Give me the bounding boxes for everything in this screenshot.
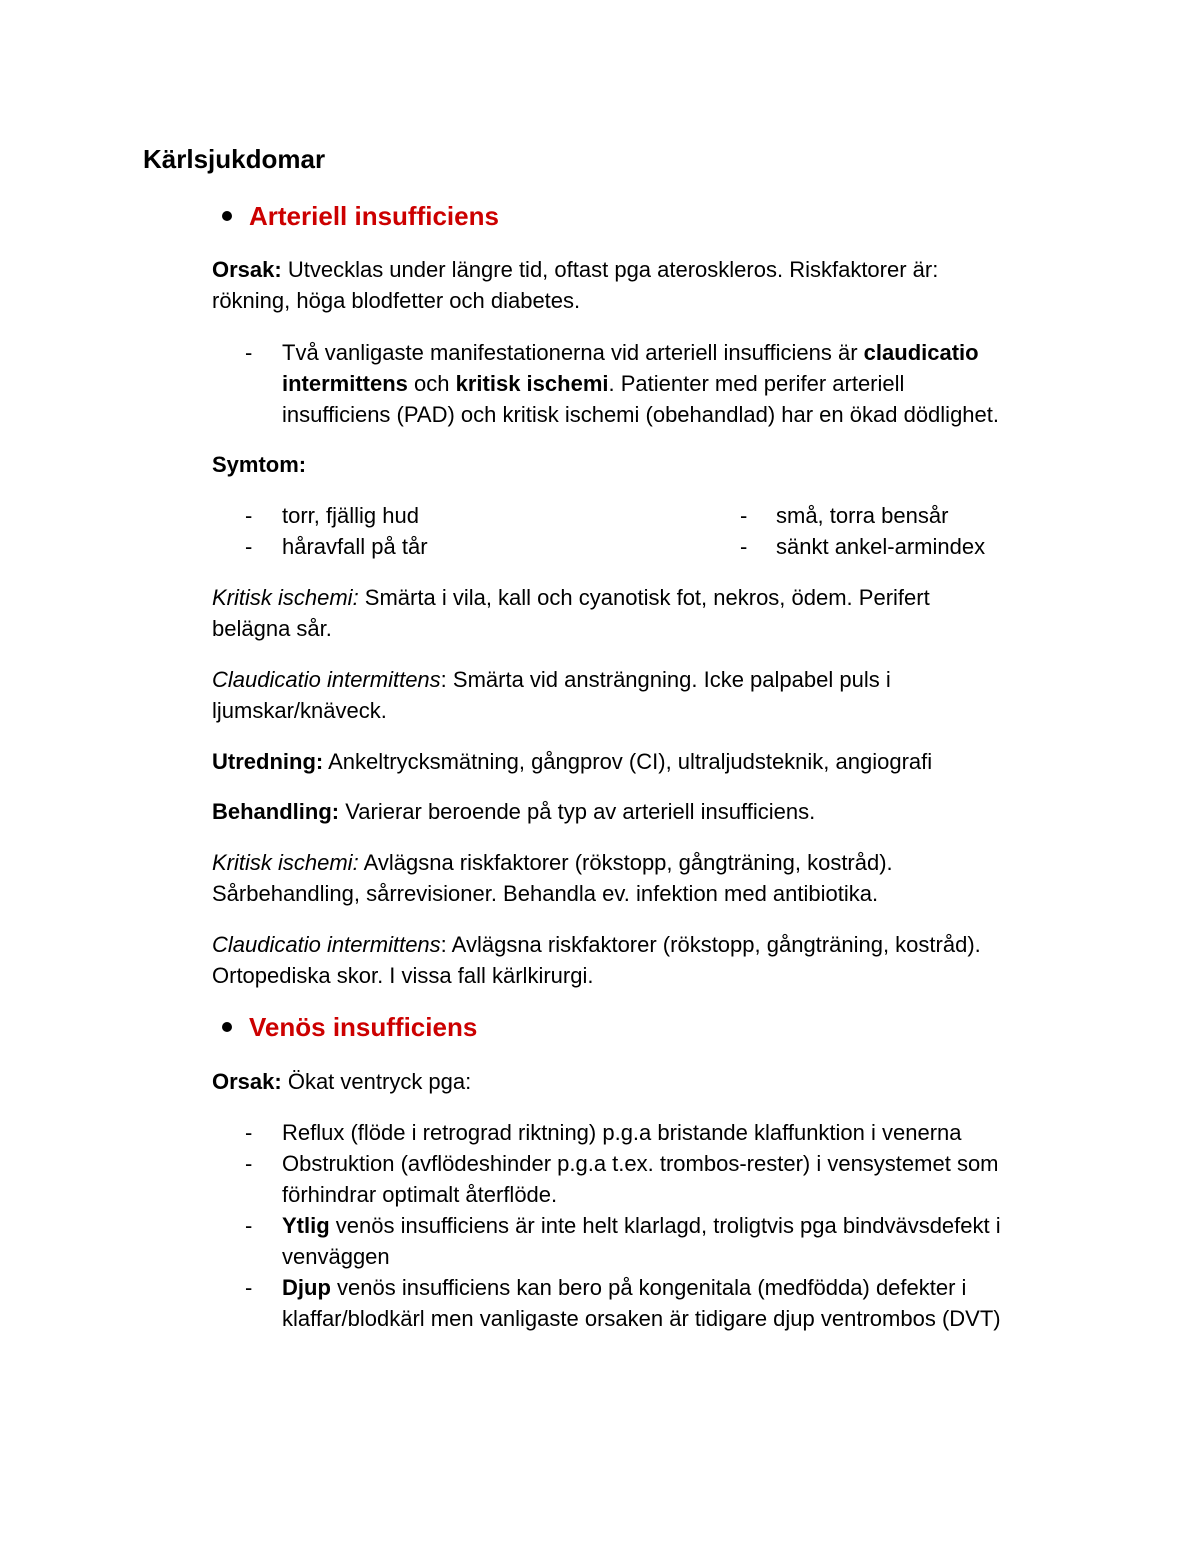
beh-claud-line2: Ortopediska skor. I vissa fall kärlkirurgi. bbox=[212, 963, 594, 988]
utredning-label: Utredning: bbox=[212, 749, 324, 774]
beh-kritisk-label: Kritisk ischemi: bbox=[212, 850, 359, 875]
manifestation-line1 bbox=[282, 337, 979, 368]
behandling-text: Varierar beroende på typ av arteriell insufficiens. bbox=[339, 799, 816, 824]
claudicatio-label: Claudicatio intermittens bbox=[212, 667, 441, 692]
venos-item-obstruktion-line2: förhindrar optimalt återflöde. bbox=[282, 1182, 558, 1207]
kritisk-ischemi-paragraph bbox=[212, 582, 1062, 613]
page-title: Kärlsjukdomar bbox=[143, 144, 326, 174]
dash-marker: - bbox=[245, 1275, 253, 1300]
beh-kritisk-text: Avlägsna riskfaktorer (rökstopp, gångträning, kostråd). bbox=[358, 850, 893, 875]
manifestation-line2 bbox=[282, 368, 904, 399]
claudicatio-paragraph bbox=[212, 664, 1062, 695]
dash-marker: - bbox=[245, 534, 253, 559]
orsak-label: Orsak: bbox=[212, 257, 282, 282]
beh-claud-text: : Avlägsna riskfaktorer (rökstopp, gångträning, kostråd). bbox=[440, 932, 981, 957]
symtom-item: små, torra bensår bbox=[776, 503, 949, 528]
djup-text: venös insufficiens kan bero på kongenitala (medfödda) defekter i bbox=[330, 1275, 967, 1300]
section-heading-venos: Venös insufficiens bbox=[249, 1012, 478, 1042]
symtom-item: sänkt ankel-armindex bbox=[776, 534, 986, 559]
venos-item-ytlig bbox=[282, 1210, 1001, 1241]
dash-marker: - bbox=[740, 534, 748, 559]
utredning-text: Ankeltrycksmätning, gångprov (CI), ultraljudsteknik, angiografi bbox=[323, 749, 933, 774]
dash-marker: - bbox=[245, 1213, 253, 1238]
kritisk-ischemi-bold: kritisk ischemi bbox=[455, 371, 609, 396]
venos-item-djup-line2: klaffar/blodkärl men vanligaste orsaken är tidigare djup ventrombos (DVT) bbox=[282, 1306, 1001, 1331]
beh-claud-label: Claudicatio intermittens bbox=[212, 932, 441, 957]
beh-kritisk-line2: Sårbehandling, sårrevisioner. Behandla ev. infektion med antibiotika. bbox=[212, 881, 879, 906]
claudicatio-bold: claudicatio bbox=[863, 340, 979, 365]
venos-item-reflux: Reflux (flöde i retrograd riktning) p.g.a bristande klaffunktion i venerna bbox=[282, 1120, 962, 1145]
orsak-paragraph bbox=[212, 254, 1062, 285]
manifestation-text: Två vanligaste manifestationerna vid arteriell insufficiens är bbox=[282, 340, 864, 365]
dash-marker: - bbox=[245, 340, 253, 365]
kritisk-ischemi-label: Kritisk ischemi: bbox=[212, 585, 359, 610]
venos-item-obstruktion: Obstruktion (avflödeshinder p.g.a t.ex. trombos-rester) i vensystemet som bbox=[282, 1151, 999, 1176]
symtom-label: Symtom: bbox=[212, 452, 307, 477]
orsak-text: Utvecklas under längre tid, oftast pga ateroskleros. Riskfaktorer är: bbox=[281, 257, 939, 282]
beh-kritisk-paragraph bbox=[212, 847, 1062, 878]
dash-marker: - bbox=[245, 1120, 253, 1145]
dash-marker: - bbox=[740, 503, 748, 528]
symtom-heading bbox=[212, 449, 1062, 480]
section-heading-arteriell: Arteriell insufficiens bbox=[249, 201, 499, 231]
behandling-label: Behandling: bbox=[212, 799, 340, 824]
claudicatio-line2: ljumskar/knäveck. bbox=[212, 698, 387, 723]
intermittens-bold: intermittens bbox=[282, 371, 408, 396]
claudicatio-text: : Smärta vid ansträngning. Icke palpabel puls i bbox=[440, 667, 891, 692]
utredning-paragraph bbox=[212, 746, 1062, 777]
venos-orsak-text: Ökat ventryck pga: bbox=[281, 1069, 472, 1094]
kritisk-ischemi-text: Smärta i vila, kall och cyanotisk fot, nekros, ödem. Perifert bbox=[358, 585, 930, 610]
symtom-item: håravfall på tår bbox=[282, 534, 428, 559]
djup-bold: Djup bbox=[282, 1275, 331, 1300]
manifestation-line3: insufficiens (PAD) och kritisk ischemi (obehandlad) har en ökad dödlighet. bbox=[282, 402, 999, 427]
venos-orsak-paragraph bbox=[212, 1066, 1062, 1097]
dash-marker: - bbox=[245, 503, 253, 528]
manifestation-text: . Patienter med perifer arteriell bbox=[608, 371, 905, 396]
orsak-text-line2: rökning, höga blodfetter och diabetes. bbox=[212, 288, 581, 313]
behandling-paragraph bbox=[212, 796, 1062, 827]
bullet-icon bbox=[222, 211, 232, 221]
ytlig-bold: Ytlig bbox=[282, 1213, 330, 1238]
kritisk-ischemi-line2: belägna sår. bbox=[212, 616, 332, 641]
ytlig-text: venös insufficiens är inte helt klarlagd, troligtvis pga bindvävsdefekt i bbox=[329, 1213, 1001, 1238]
dash-marker: - bbox=[245, 1151, 253, 1176]
venos-orsak-label: Orsak: bbox=[212, 1069, 282, 1094]
beh-claud-paragraph bbox=[212, 929, 1062, 960]
manifestation-text: och bbox=[407, 371, 456, 396]
bullet-icon bbox=[222, 1022, 232, 1032]
symtom-item: torr, fjällig hud bbox=[282, 503, 419, 528]
orsak-paragraph-line2 bbox=[212, 285, 1062, 316]
venos-item-djup bbox=[282, 1272, 966, 1303]
venos-item-ytlig-line2: venväggen bbox=[282, 1244, 390, 1269]
